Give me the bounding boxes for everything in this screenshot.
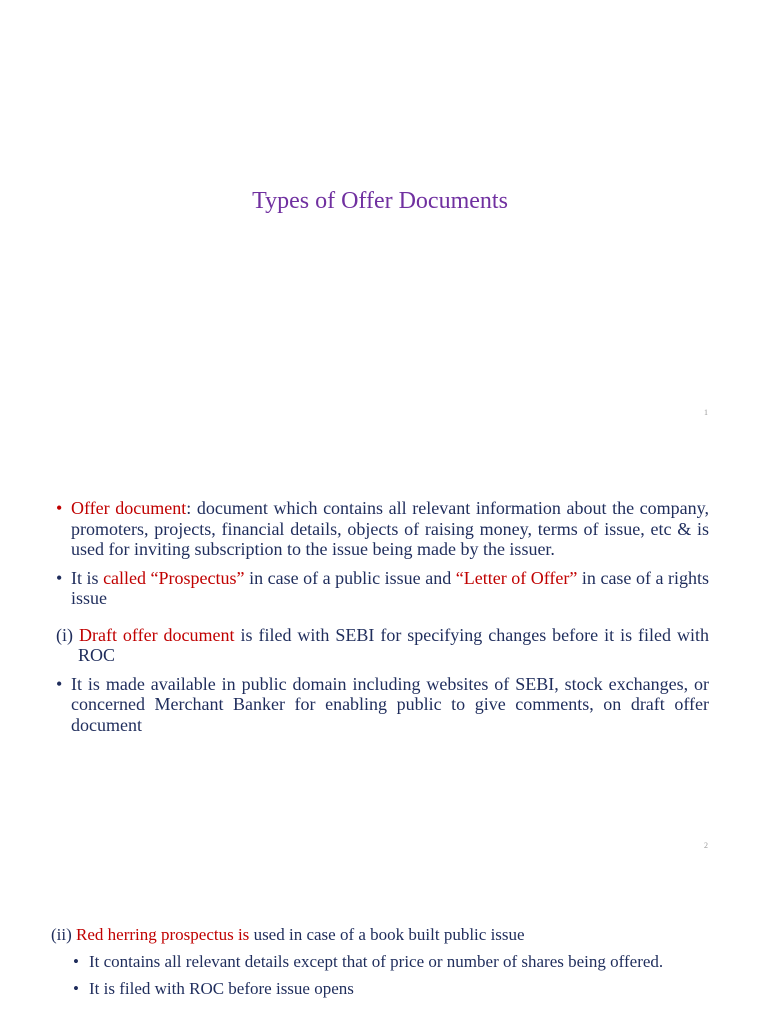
slide-title: Types of Offer Documents bbox=[252, 188, 508, 214]
term-draft-offer-document: Draft offer document bbox=[78, 624, 235, 645]
item-text: used in case of a book built public issue bbox=[249, 925, 525, 944]
page-number-2: 2 bbox=[704, 841, 708, 850]
sub-bullet-text: It is filed with ROC before issue opens bbox=[89, 979, 354, 998]
text-segment: in case of a rights issue bbox=[71, 567, 709, 608]
bullet-dot: • bbox=[56, 673, 63, 694]
bullet-dot: • bbox=[73, 979, 79, 998]
bullet-prospectus bbox=[56, 568, 709, 609]
bullet-text: It is made available in public domain including websites of SEBI, stock exchanges, or concerned Merchant Banker for enabling public to give comments, on draft offer document bbox=[71, 673, 709, 735]
item-number: (i) bbox=[56, 624, 79, 645]
sub-bullet-text: It contains all relevant details except that of price or number of shares being offered. bbox=[89, 952, 664, 971]
slide-3-content bbox=[51, 925, 731, 999]
item-number: (ii) bbox=[51, 925, 77, 944]
term-red-herring-prospectus: Red herring prospectus is bbox=[76, 925, 250, 944]
item-red-herring-prospectus bbox=[51, 925, 731, 945]
sub-bullet-details bbox=[51, 952, 731, 972]
slide-2-content bbox=[56, 498, 709, 735]
definition-text: : document which contains all relevant information about the company, promoters, projects, financial details, objects of raising money, terms of issue, etc & is used for inviting subscription to the issue being made by the issuer. bbox=[71, 498, 709, 559]
text-segment: It is bbox=[71, 567, 104, 588]
term-letter-of-offer: “Letter of Offer” bbox=[455, 567, 578, 588]
item-text: is filed with SEBI for specifying changes before it is filed with ROC bbox=[78, 624, 710, 665]
bullet-public-domain bbox=[56, 674, 709, 736]
sub-bullet-filed-with-roc bbox=[51, 979, 731, 999]
term-offer-document: Offer document bbox=[71, 498, 187, 518]
bullet-dot: • bbox=[73, 952, 79, 971]
bullet-offer-document bbox=[56, 498, 709, 560]
page-number-1: 1 bbox=[704, 408, 708, 417]
bullet-dot: • bbox=[56, 498, 63, 518]
text-segment: in case of a public issue and bbox=[244, 567, 456, 588]
item-draft-offer-document bbox=[56, 625, 709, 666]
term-prospectus: called “Prospectus” bbox=[103, 567, 245, 588]
bullet-dot: • bbox=[56, 567, 63, 588]
